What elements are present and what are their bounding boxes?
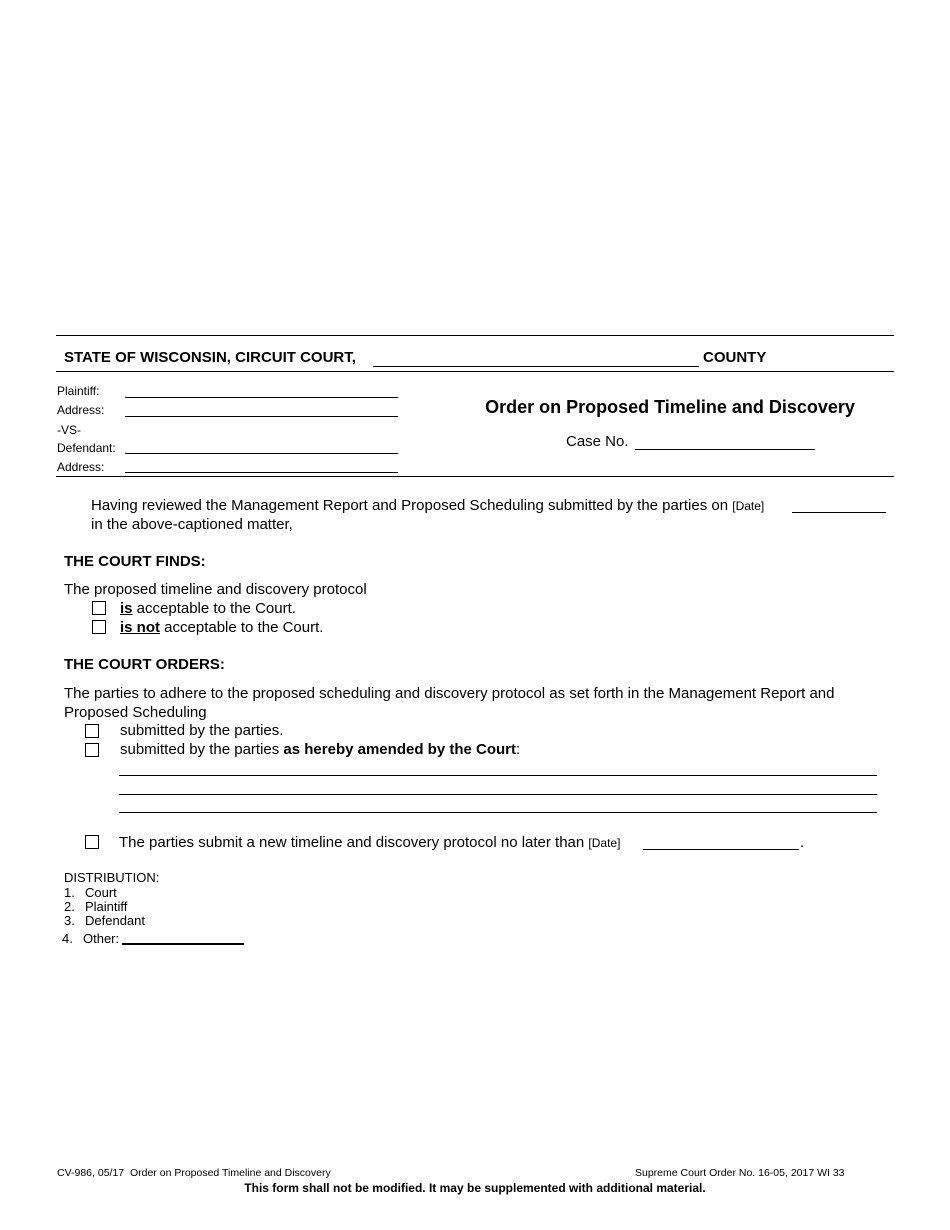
defendant-address-label: Address: [57,460,105,474]
defendant-address-field[interactable] [125,472,398,473]
new-timeline-option [119,834,620,851]
orders-as-submitted-text: submitted by the parties. [120,722,284,739]
distribution-item [64,913,145,928]
caption-mid-rule [56,371,894,372]
plaintiff-label: Plaintiff: [57,384,100,398]
distribution-item-label: Plaintiff [85,899,128,914]
distribution-item-num: 2. [64,899,75,914]
distribution-item [64,885,117,900]
distribution-item [62,931,119,946]
distribution-item-num: 1. [64,885,75,900]
distribution-item-label: Defendant [85,913,145,928]
intro-text: Having reviewed the Management Report and Proposed Scheduling submitted by the parties on [91,497,729,514]
intro-line-2: in the above-captioned matter, [91,516,293,533]
distribution-item-label: Other: [83,931,120,946]
intro-line-1 [91,497,764,514]
orders-as-submitted-checkbox[interactable] [85,724,99,738]
plaintiff-field[interactable] [125,397,398,398]
orders-amended-colon: : [515,741,521,758]
amendment-line-2[interactable] [119,794,877,795]
orders-amended-checkbox[interactable] [85,743,99,757]
plaintiff-address-label: Address: [57,403,105,417]
caption-top-rule [56,335,894,336]
footer-court-order: Supreme Court Order No. 16-05, 2017 WI 33 [635,1167,845,1179]
state-court-label: STATE OF WISCONSIN, CIRCUIT COURT, [64,349,356,366]
intro-date-field[interactable] [792,512,886,513]
plaintiff-address-field[interactable] [125,416,398,417]
versus-label: -VS- [57,423,81,437]
case-no-field[interactable] [635,449,815,450]
distribution-item-num: 4. [62,931,73,946]
new-timeline-date-field[interactable] [643,849,799,850]
new-timeline-text: The parties submit a new timeline and discovery protocol no later than [119,834,585,851]
amendment-line-1[interactable] [119,775,877,776]
footer-form-id: CV-986, 05/17 Order on Proposed Timeline and Discovery [57,1167,331,1179]
court-finds-heading: THE COURT FINDS: [64,553,206,570]
finds-acceptable-text: acceptable to the Court. [132,600,296,617]
finds-acceptable-checkbox[interactable] [92,601,106,615]
form-title: Order on Proposed Timeline and Discovery [485,397,855,417]
case-no-label: Case No. [566,433,629,450]
distribution-item [64,899,127,914]
orders-lead-line-2: Proposed Scheduling [64,704,207,721]
distribution-heading: DISTRIBUTION: [64,870,160,885]
caption-bottom-rule [56,476,894,477]
amendment-line-3[interactable] [119,812,877,813]
orders-amended-option [120,741,520,758]
defendant-label: Defendant: [57,441,116,455]
county-name-field[interactable] [373,366,699,367]
defendant-field[interactable] [125,453,398,454]
new-timeline-date-tag: [Date] [588,836,621,850]
orders-lead-line-1: The parties to adhere to the proposed scheduling and discovery protocol as set forth in the Management Report and [64,685,835,702]
finds-acceptable-emph: is [120,600,133,617]
new-timeline-checkbox[interactable] [85,835,99,849]
court-orders-heading: THE COURT ORDERS: [64,656,225,673]
finds-not-acceptable-emph: is not [120,619,160,636]
new-timeline-period: . [800,834,805,851]
finds-acceptable-option [120,600,296,617]
orders-amended-text: submitted by the parties [120,741,284,758]
finds-not-acceptable-option [120,619,323,636]
county-label: COUNTY [703,349,767,366]
finds-not-acceptable-checkbox[interactable] [92,620,106,634]
orders-amended-bold: as hereby amended by the Court [283,741,516,758]
finds-lead-text: The proposed timeline and discovery protocol [64,581,367,598]
distribution-item-label: Court [85,885,117,900]
footer-notice: This form shall not be modified. It may be supplemented with additional material. [244,1181,706,1195]
distribution-item-num: 3. [64,913,75,928]
distribution-other-field[interactable] [122,943,244,945]
intro-date-tag: [Date] [732,499,765,513]
finds-not-acceptable-text: acceptable to the Court. [160,619,324,636]
